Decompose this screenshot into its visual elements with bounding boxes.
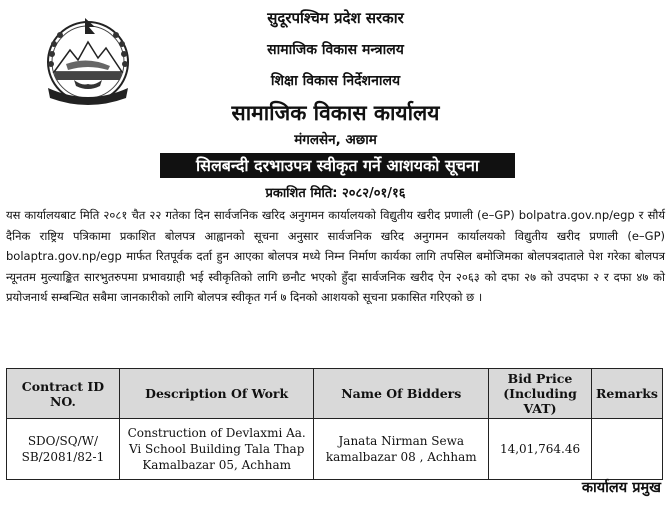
column-header-remarks: Remarks (591, 369, 662, 419)
table-row (7, 419, 663, 480)
published-date: प्रकाशित मिति: २०८२/०१/१६ (265, 186, 406, 201)
contract-id-cell: SDO/SQ/W/ SB/2081/82-1 (7, 419, 120, 480)
letterhead (0, 8, 671, 148)
column-header-description: Description Of Work (119, 369, 314, 419)
bid-price-cell: 14,01,764.46 (489, 419, 592, 480)
ministry-title: सामाजिक विकास मन्त्रालय (267, 42, 404, 58)
column-header-bidders: Name Of Bidders (314, 369, 489, 419)
office-title: सामाजिक विकास कार्यालय (231, 101, 440, 125)
directorate-title: शिक्षा विकास निर्देशनालय (270, 73, 401, 89)
office-location: मंगलसेन, अछाम (294, 132, 377, 148)
province-government-title: सुदूरपश्चिम प्रदेश सरकार (267, 9, 404, 27)
table-header-row (7, 369, 663, 419)
column-header-contract-id: Contract ID NO. (7, 369, 120, 419)
bidder-cell: Janata Nirman Sewa kamalbazar 08 , Achham (314, 419, 489, 480)
notice-title-banner: सिलबन्दी दरभाउपत्र स्वीकृत गर्ने आशयको सूचना (160, 153, 515, 178)
remarks-cell (591, 419, 662, 480)
column-header-bid-price: Bid Price (Including VAT) (489, 369, 592, 419)
office-chief-signature: कार्यालय प्रमुख (581, 480, 661, 496)
description-cell: Construction of Devlaxmi Aa. Vi School Building Tala Thap Kamalbazar 05, Achham (119, 419, 314, 480)
bid-table (6, 368, 663, 480)
notice-body: यस कार्यालयबाट मिति २०८१ चैत २२ गतेका दिन सार्वजनिक खरिद अनुगमन कार्यालयको विद्युतीय खरीद प्रणाली (e–GP) bolpatra.gov.np/egp र सौर्य दैनिक राष्ट्रिय पत्रिकामा प्रकाशित बोलपत्र आह्वानको सूचना अनुसार सार्वजनिक खरिद अनुगमन कार्यालयको विद्युतीय खरीद प्रणाली (e–GP) bolaptra.gov.np/egp मार्फत रितपूर्वक दर्ता हुन आएका बोलपत्र मध्ये निम्न निर्माण कार्यका लागि तपसिल बमोजिमका बोलपत्रदाताले पेश गरेका बोलपत्र न्यूनतम मुल्याङ्कित सारभुतरुपमा प्रभावग्राही भई स्वीकृतिको लागि छनौट भएको हुँदा सार्वजनिक खरीद ऐन २०६३ को दफा २७ को उपदफा २ र दफा ४७ को प्रयोजनार्थ सम्बन्धित सबैमा जानकारीको लागि बोलपत्र स्वीकृत गर्न ७ दिनको आशयको सूचना प्रकासित गरिएको छ । (6, 208, 665, 304)
